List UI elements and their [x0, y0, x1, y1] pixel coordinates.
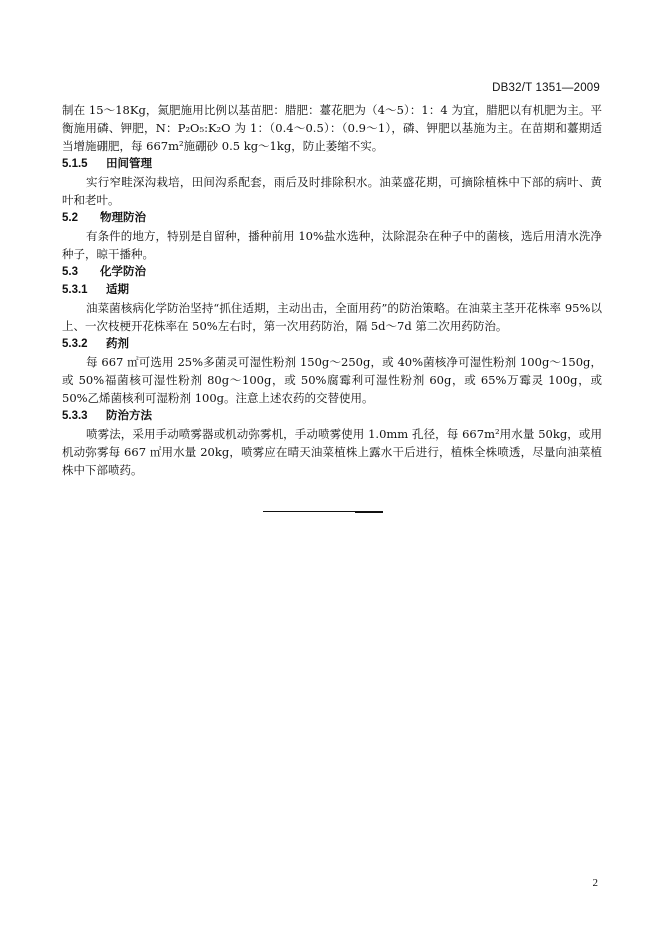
section-title: 防治方法	[106, 410, 152, 422]
document-code: DB32/T 1351—2009	[492, 82, 600, 94]
section-number: 5.2	[62, 212, 78, 224]
section-number: 5.3	[62, 266, 78, 278]
section-heading-5-3-3	[62, 407, 602, 425]
control-method-paragraph: 喷雾法，采用手动喷雾器或机动弥雾机，手动喷雾使用 1.0mm 孔径，每 667m²用水量 50kg，或用机动弥雾每 667 ㎡用水量 20kg，喷雾应在晴天油菜植株上露水干后进行，植株全株喷透，尽量向油菜植株中下部喷药。	[62, 427, 602, 477]
section-title: 田间管理	[106, 158, 152, 170]
section-title: 药剂	[106, 338, 129, 350]
section-title: 化学防治	[100, 266, 146, 278]
section-number: 5.3.1	[62, 284, 88, 296]
section-number: 5.3.3	[62, 410, 88, 422]
end-of-document-rule	[263, 511, 383, 512]
section-heading-5-3-2	[62, 335, 602, 353]
section-heading-5-3-1	[62, 281, 602, 299]
section-heading-5-2	[62, 209, 602, 227]
timing-paragraph: 油菜菌核病化学防治坚持“抓住适期，主动出击，全面用药”的防治策略。在油菜主茎开花株率 95%以上、一次枝梗开花株率在 50%左右时，第一次用药防治，隔 5d～7d 第二次用药防治。	[62, 301, 602, 333]
section-number: 5.1.5	[62, 158, 88, 170]
section-heading-5-1-5	[62, 155, 602, 173]
fertilizer-paragraph: 制在 15～18Kg，氮肥施用比例以基苗肥：腊肥：薹花肥为（4～5）：1：4 为宜，腊肥以有机肥为主。平衡施用磷、钾肥，N：P₂O₅:K₂O 为 1：（0.4～0.5）：（0.9～1），磷、钾肥以基施为主。在苗期和薹期适当增施硼肥，每 667m²施硼砂 0.5 kg～1kg，防止萎缩不实。	[62, 103, 602, 153]
physical-control-paragraph: 有条件的地方，特别是自留种，播种前用 10%盐水选种，汰除混杂在种子中的菌核，选后用清水洗净种子，晾干播种。	[62, 229, 602, 261]
field-management-paragraph: 实行窄畦深沟栽培，田间沟系配套，雨后及时排除积水。油菜盛花期，可摘除植株中下部的病叶、黄叶和老叶。	[62, 175, 602, 207]
section-title: 适期	[106, 284, 129, 296]
section-heading-5-3	[62, 263, 602, 281]
document-body	[62, 101, 602, 479]
page-number: 2	[592, 877, 598, 889]
section-number: 5.3.2	[62, 338, 88, 350]
pesticides-paragraph: 每 667 ㎡可选用 25%多菌灵可湿性粉剂 150g～250g，或 40%菌核净可湿性粉剂 100g～150g，或 50%福菌核可湿性粉剂 80g～100g，或 50%腐霉利可湿性粉剂 60g，或 65%万霉灵 100g，或 50%乙烯菌核利可湿粉剂 100g。注意上述农药的交替使用。	[62, 355, 602, 405]
section-title: 物理防治	[100, 212, 146, 224]
